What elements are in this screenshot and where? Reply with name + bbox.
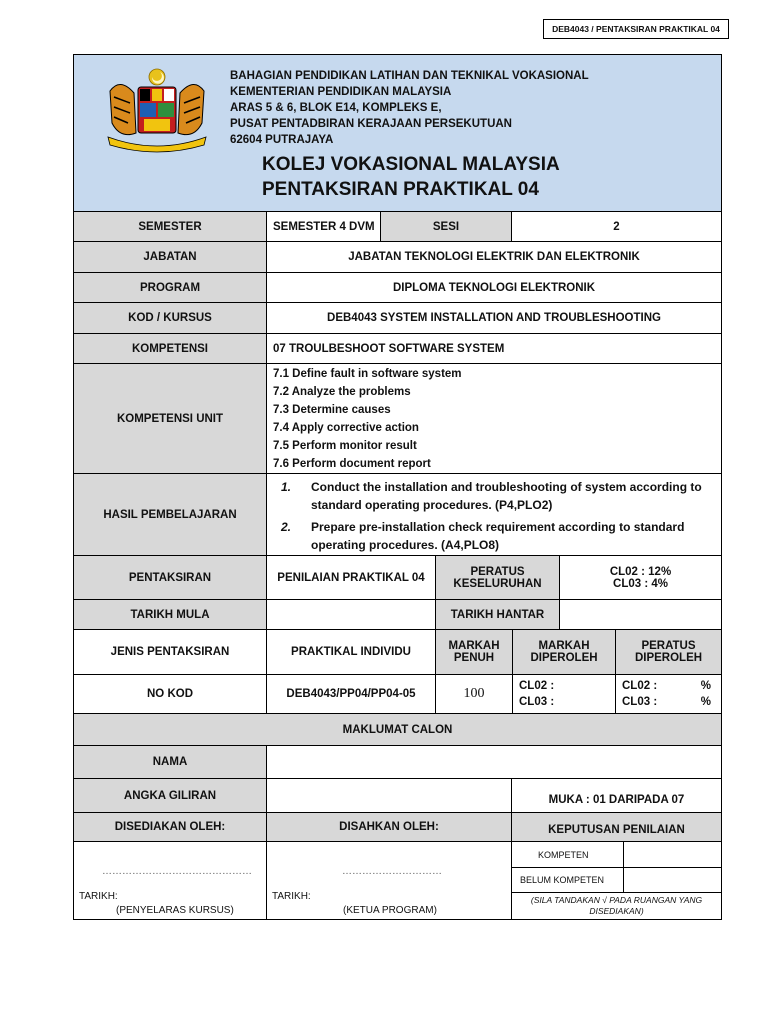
kompetensi-value: 07 TROULBESHOOT SOFTWARE SYSTEM [266, 333, 722, 364]
markah-penuh-value: 100 [435, 674, 513, 714]
maklumat-calon-heading: MAKLUMAT CALON [73, 713, 722, 746]
hasil-item-number: 2. [281, 520, 292, 534]
jabatan-label: JABATAN [73, 241, 267, 273]
program-label: PROGRAM [73, 272, 267, 303]
program-value: DIPLOMA TEKNOLOGI ELEKTRONIK [266, 272, 722, 303]
pd-clo2-unit: % [700, 680, 711, 692]
md-clo2: CL02 : [519, 680, 555, 692]
hasil-list-cell [266, 473, 722, 556]
belum-kompeten-label: BELUM KOMPETEN [511, 867, 624, 893]
peratus-diperoleh-label: PERATUS DIPEROLEH [615, 629, 722, 675]
address-line: KEMENTERIAN PENDIDIKAN MALAYSIA [230, 86, 452, 98]
peratus-values [559, 555, 722, 600]
signature-line-left: ……………………………………… [102, 866, 252, 877]
clo2-percent: CL02 : 12% [609, 565, 672, 578]
disediakan-label: DISEDIAKAN OLEH: [73, 812, 267, 842]
kod-label: KOD / KURSUS [73, 302, 267, 334]
nama-field[interactable] [266, 745, 722, 779]
peratus-diperoleh-values[interactable] [615, 674, 722, 714]
unit-label: KOMPETENSI UNIT [73, 363, 267, 474]
hasil-item-text: Conduct the installation and troubleshooting of system according to standard operating procedures. (P4,PLO2) [311, 480, 702, 512]
keputusan-label: KEPUTUSAN PENILAIAN [511, 812, 722, 842]
belum-kompeten-checkbox[interactable] [623, 867, 722, 893]
pd-clo3-unit: % [700, 696, 711, 708]
malaysia-coat-of-arms-icon [102, 63, 212, 153]
unit-item: 7.6 Perform document report [273, 457, 431, 470]
disahkan-label: DISAHKAN OLEH: [266, 812, 512, 842]
tarikh-mula-label: TARIKH MULA [73, 599, 267, 630]
tarikh-hantar-label: TARIKH HANTAR [435, 599, 560, 630]
header-panel [73, 54, 722, 212]
address-line: PUSAT PENTADBIRAN KERAJAAN PERSEKUTUAN [230, 118, 512, 130]
angka-giliran-label: ANGKA GILIRAN [73, 778, 267, 813]
document-tag: DEB4043 / PENTAKSIRAN PRAKTIKAL 04 [543, 19, 729, 39]
assessment-title: PENTAKSIRAN PRAKTIKAL 04 [262, 179, 539, 200]
penyelaras-caption: (PENYELARAS KURSUS) [116, 905, 234, 916]
address-line: ARAS 5 & 6, BLOK E14, KOMPLEKS E, [230, 102, 442, 114]
unit-item: 7.4 Apply corrective action [273, 421, 419, 434]
jenis-value: PRAKTIKAL INDIVIDU [266, 629, 436, 675]
jenis-label: JENIS PENTAKSIRAN [73, 629, 267, 675]
unit-item: 7.2 Analyze the problems [273, 385, 411, 398]
instruction-note: (SILA TANDAKAN √ PADA RUANGAN YANG DISEDIAKAN) [511, 892, 722, 920]
address-line: BAHAGIAN PENDIDIKAN LATIHAN DAN TEKNIKAL VOKASIONAL [230, 70, 589, 82]
unit-list [273, 365, 462, 473]
pentaksiran-label: PENTAKSIRAN [73, 555, 267, 600]
clo3-percent: CL03 : 4% [613, 577, 668, 590]
tarikh-hantar-value[interactable] [559, 599, 722, 630]
hasil-list [281, 478, 707, 558]
unit-item: 7.5 Perform monitor result [273, 439, 417, 452]
unit-item: 7.1 Define fault in software system [273, 367, 462, 380]
ketua-caption: (KETUA PROGRAM) [343, 905, 437, 916]
nama-label: NAMA [73, 745, 267, 779]
signature-line-mid: ………………………… [342, 866, 442, 877]
angka-giliran-field[interactable] [266, 778, 512, 813]
ministry-address [230, 68, 589, 148]
peratus-label: PERATUS KESELURUHAN [435, 555, 560, 600]
kod-value: DEB4043 SYSTEM INSTALLATION AND TROUBLESHOOTING [266, 302, 722, 334]
sesi-value: 2 [511, 211, 722, 242]
hasil-label: HASIL PEMBELAJARAN [73, 473, 267, 556]
pd-clo3-row [622, 694, 711, 710]
tarikh-mula-value[interactable] [266, 599, 436, 630]
markah-diperoleh-values[interactable] [512, 674, 616, 714]
pentaksiran-value: PENILAIAN PRAKTIKAL 04 [266, 555, 436, 600]
md-clo3: CL03 : [519, 696, 555, 708]
semester-value: SEMESTER 4 DVM [266, 211, 381, 242]
hasil-item-text: Prepare pre-installation check requirement according to standard operating procedures. (A4,PLO8) [311, 520, 685, 552]
nokod-value: DEB4043/PP04/PP04-05 [266, 674, 436, 714]
kompeten-checkbox[interactable] [623, 841, 722, 868]
kompeten-label: KOMPETEN [511, 841, 624, 868]
address-line: 62604 PUTRAJAYA [230, 134, 334, 146]
college-title: KOLEJ VOKASIONAL MALAYSIA [262, 154, 560, 175]
page-number: MUKA : 01 DARIPADA 07 [511, 778, 722, 813]
jabatan-value: JABATAN TEKNOLOGI ELEKTRIK DAN ELEKTRONIK [266, 241, 722, 273]
pd-clo2: CL02 : [622, 680, 658, 692]
hasil-item [281, 478, 707, 514]
hasil-item [281, 518, 707, 554]
markah-diperoleh-label: MARKAH DIPEROLEH [512, 629, 616, 675]
semester-label: SEMESTER [73, 211, 267, 242]
pd-clo3: CL03 : [622, 696, 658, 708]
markah-penuh-label: MARKAH PENUH [435, 629, 513, 675]
tarikh-mid-label: TARIKH: [272, 891, 311, 902]
pd-clo2-row [622, 678, 711, 694]
hasil-item-number: 1. [281, 480, 292, 494]
tarikh-left-label: TARIKH: [79, 891, 118, 902]
unit-list-cell [266, 363, 722, 474]
sesi-label: SESI [380, 211, 512, 242]
unit-item: 7.3 Determine causes [273, 403, 391, 416]
kompetensi-label: KOMPETENSI [73, 333, 267, 364]
nokod-label: NO KOD [73, 674, 267, 714]
